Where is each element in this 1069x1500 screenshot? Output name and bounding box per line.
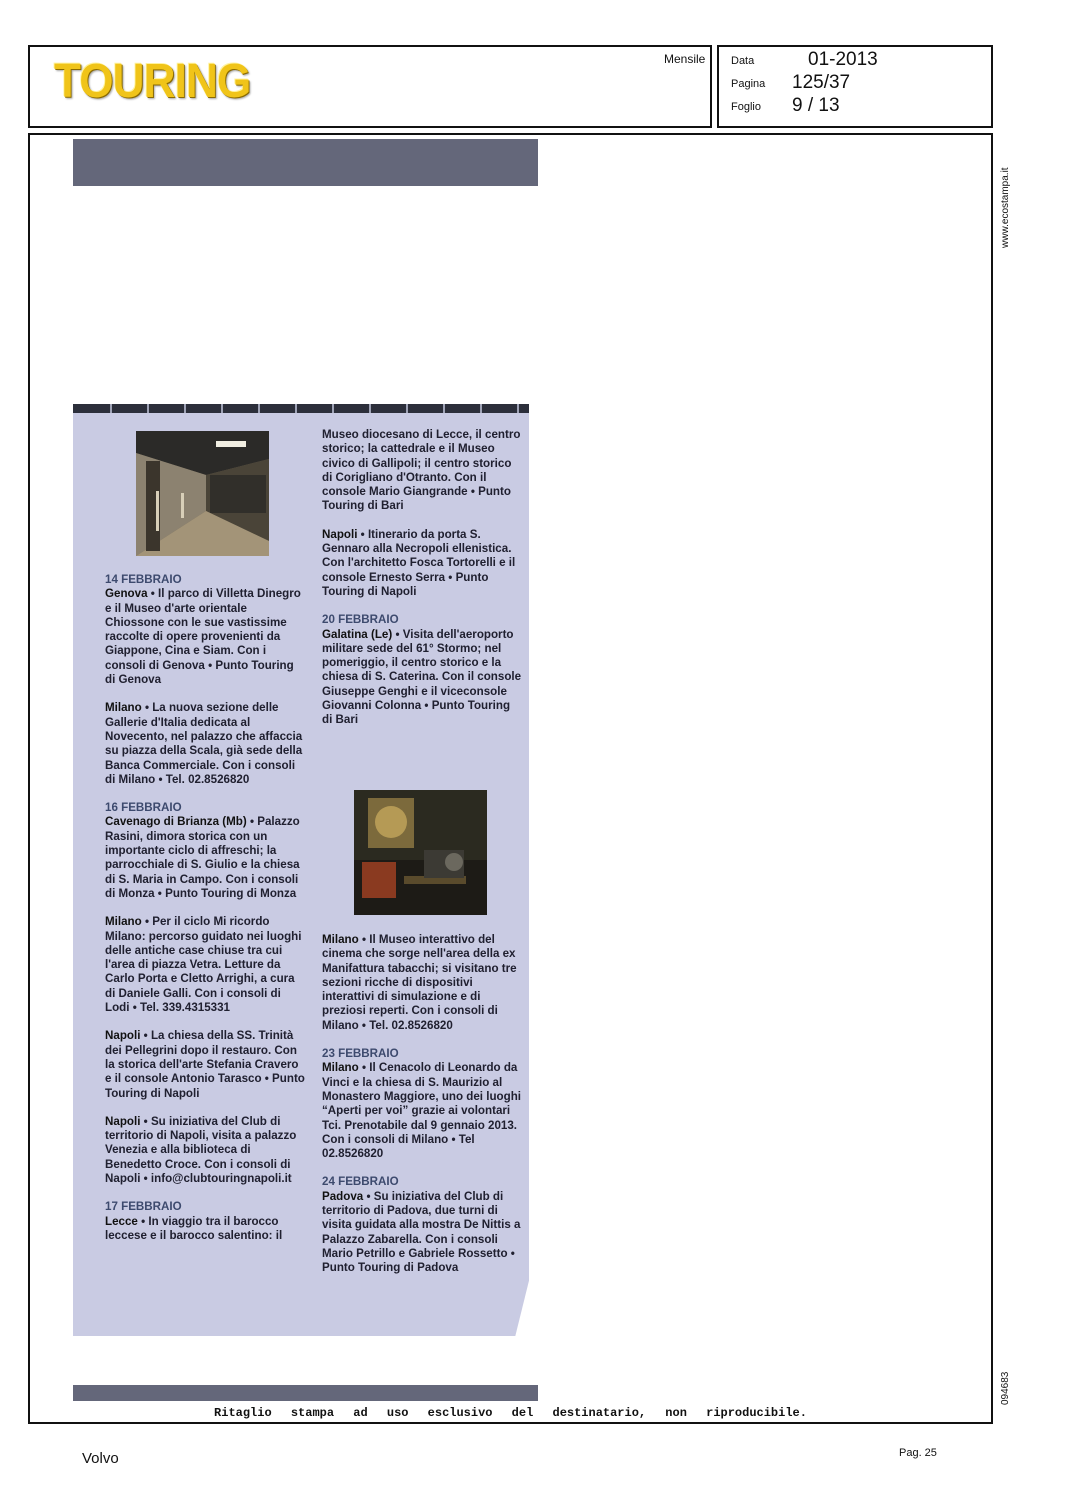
event-date: 23 FEBBRAIO (322, 1047, 399, 1061)
cinema-museum-photo (354, 790, 487, 915)
article-column-right-lower (322, 933, 522, 1290)
meta-value-page: 125/37 (792, 72, 851, 93)
event-place: Milano (105, 915, 142, 929)
event-entry (105, 1200, 305, 1243)
event-text: • Il Museo interattivo del cinema che sorge nell'area della ex Manifattura tabacchi; si visitano tre sezioni ricche di dispositivi interattivi di simulazione e di preziosi reperti. Con i consoli di Milano • Tel. 02.8526820 (322, 933, 517, 1032)
event-place: Milano (322, 1061, 359, 1075)
event-place: Padova (322, 1189, 364, 1203)
event-place: Lecce (105, 1214, 138, 1228)
article-column-left (105, 573, 305, 1257)
event-text: • Il Cenacolo di Leonardo da Vinci e la chiesa di S. Maurizio al Monastero Maggiore, uno dei luoghi “Aperti per voi” grazie ai volontari Tci. Prenotabile dal 9 gennaio 2013. Con i consoli di Milano • Tel 02.8526820 (322, 1061, 522, 1161)
event-place: Genova (105, 587, 148, 601)
event-place: Milano (105, 701, 142, 715)
event-place: Napoli (322, 527, 358, 541)
event-text: • Palazzo Rasini, dimora storica con un importante ciclo di affreschi; la parrocchiale di S. Giulio e la chiesa di S. Maria in Campo. Con i consoli di Monza • Punto Touring di Monza (105, 815, 300, 900)
event-date: 24 FEBBRAIO (322, 1175, 399, 1189)
article-column-right (322, 428, 522, 742)
masked-bar-top (73, 139, 538, 186)
clipping-rule (73, 404, 529, 413)
website-note: www.ecostampa.it (1000, 167, 1011, 248)
event-text: • Visita dell'aeroporto militare sede del 61° Stormo; nel pomeriggio, il centro storico e la chiesa di S. Caterina. Con il console Giuseppe Genghi e il viceconsole Giovanni Colonna • Punto Touring di Bari (322, 627, 522, 727)
event-entry (105, 701, 305, 787)
event-text: • La nuova sezione delle Gallerie d'Italia dedicata al Novecento, nel palazzo che affaccia su piazza della Scala, già sede della Banca Commerciale. Con i consoli di Milano • Tel. 02.8526820 (105, 701, 303, 786)
meta-label-page: Pagina (731, 78, 766, 90)
event-entry (105, 1029, 305, 1100)
event-text: • In viaggio tra il barocco leccese e il barocco salentino: il (105, 1214, 283, 1242)
touring-logo: TOURING (54, 55, 251, 108)
event-place: Cavenago di Brianza (Mb) (105, 815, 247, 829)
meta-label-date: Data (731, 55, 755, 67)
page-number: Pag. 25 (899, 1447, 937, 1459)
event-entry (105, 915, 305, 1015)
museum-gallery-photo (136, 431, 269, 556)
event-entry (105, 1115, 305, 1186)
event-entry (322, 1175, 522, 1275)
event-text: • Il parco di Villetta Dinegro e il Museo d'arte orientale Chiossone con le sue vastissime raccolte di opere provenienti da Giappone, Cina e Siam. Con i consoli di Genova • Punto Touring di Genova (105, 587, 301, 687)
event-date: 20 FEBBRAIO (322, 613, 399, 627)
frequency-label: Mensile (664, 52, 706, 66)
client-name: Volvo (82, 1450, 119, 1467)
event-date: 14 FEBBRAIO (105, 573, 182, 586)
event-entry (322, 1047, 522, 1161)
meta-label-sheet: Foglio (731, 101, 761, 113)
event-text: • Per il ciclo Mi ricordo Milano: percorso guidato nei luoghi delle antiche case chiuse tra cui l'area di piazza Vetra. Letture da Carlo Porta e Cletto Arrighi, a cura di Daniele Galli. Con i consoli di Lodi • Tel. 339.4315331 (105, 915, 302, 1015)
clipping-code: 094683 (1000, 1371, 1011, 1405)
event-place: Milano (322, 933, 359, 946)
event-text: • La chiesa della SS. Trinità dei Pellegrini dopo il restauro. Con la storica dell'arte Stefania Cravero e il console Antonio Tarasco • Punto Touring di Napoli (105, 1029, 305, 1100)
event-entry (105, 801, 305, 901)
reproduction-notice: Ritaglio stampa ad uso esclusivo del destinatario, non riproducibile. (214, 1406, 807, 1420)
event-entry (322, 933, 522, 1033)
event-entry (322, 528, 522, 599)
event-entry (105, 573, 305, 687)
event-entry (322, 613, 522, 727)
event-place: Napoli (105, 1029, 141, 1043)
event-text: Museo diocesano di Lecce, il centro storico; la cattedrale e il Museo civico di Gallipoli; il centro storico di Corigliano d'Otranto. Con il console Mario Giangrande • Punto Touring di Bari (322, 428, 521, 513)
event-text: • Su iniziativa del Club di territorio di Napoli, visita a palazzo Venezia e alla biblioteca di Benedetto Croce. Con i consoli di Napoli • info@clubtouringnapoli.it (105, 1114, 297, 1185)
event-date: 17 FEBBRAIO (105, 1200, 182, 1214)
event-text: • Itinerario da porta S. Gennaro alla Necropoli ellenistica. Con l'architetto Fosca Tortorelli e il console Ernesto Serra • Punto Touring di Napoli (322, 527, 516, 598)
event-place: Galatina (Le) (322, 627, 393, 641)
event-text: • Su iniziativa del Club di territorio di Padova, due turni di visita guidata alla mostra De Nittis a Palazzo Zabarella. Con i consoli Mario Petrillo e Gabriele Rossetto • Punto Touring di Padova (322, 1189, 521, 1275)
masked-bar-bottom (73, 1385, 538, 1401)
event-place: Napoli (105, 1114, 141, 1128)
event-date: 16 FEBBRAIO (105, 801, 182, 815)
meta-value-date: 01-2013 (808, 49, 878, 70)
meta-value-sheet: 9 / 13 (792, 95, 840, 116)
event-entry (322, 428, 522, 514)
